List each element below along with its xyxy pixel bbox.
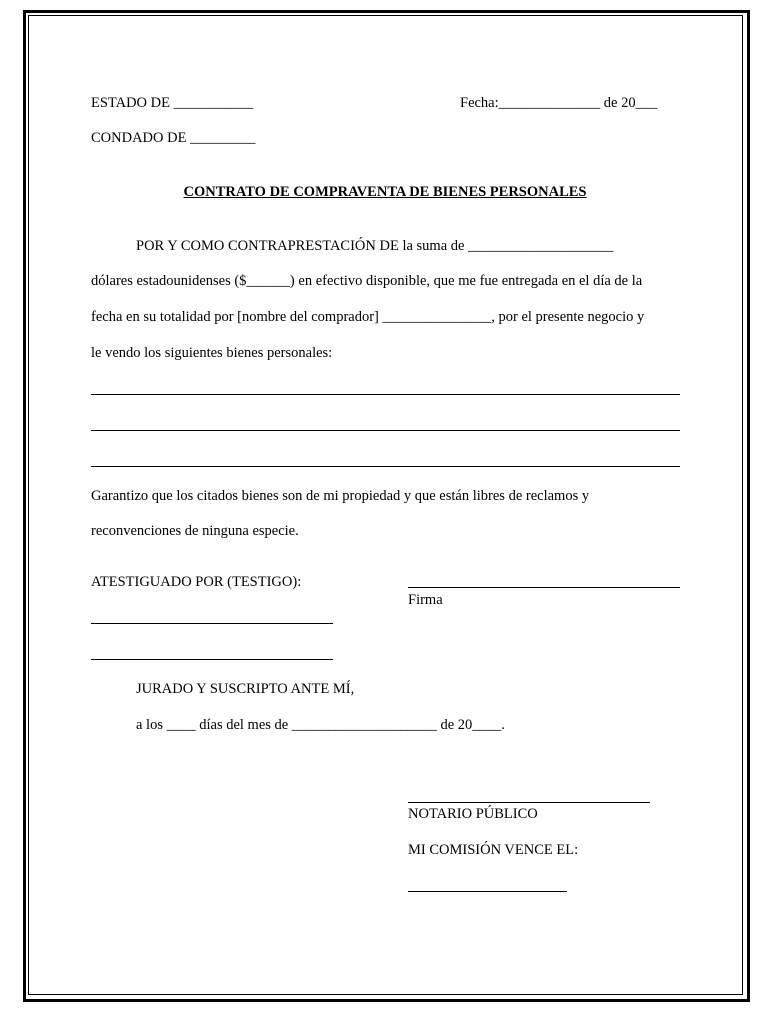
witness-signature-line: [91, 623, 333, 624]
estado-field: ESTADO DE ___________: [91, 95, 254, 111]
document-title: CONTRATO DE COMPRAVENTA DE BIENES PERSONALES: [183, 184, 587, 200]
guarantee-line-2: reconvenciones de ninguna especie.: [91, 523, 299, 539]
body-line-4: le vendo los siguientes bienes personales:: [91, 345, 333, 361]
commission-date-line: [408, 891, 567, 892]
body-line-2: dólares estadounidenses ($______) en efectivo disponible, que me fue entregada en el día de la: [91, 273, 643, 289]
signature-line: [408, 587, 680, 588]
fecha-field: Fecha:______________ de 20___: [460, 95, 658, 111]
body-line-3: fecha en su totalidad por [nombre del comprador] _______________, por el presente negocio y: [91, 309, 645, 325]
commission-label: MI COMISIÓN VENCE EL:: [408, 842, 579, 858]
body-line-1: POR Y COMO CONTRAPRESTACIÓN DE la suma de ____________________: [136, 238, 614, 254]
sworn-date-line: a los ____ días del mes de ____________________ de 20____.: [136, 717, 505, 733]
items-blank-line: [91, 394, 680, 395]
notary-label: NOTARIO PÚBLICO: [408, 806, 538, 822]
sworn-statement: JURADO Y SUSCRIPTO ANTE MÍ,: [136, 681, 355, 697]
guarantee-line-1: Garantizo que los citados bienes son de mi propiedad y que están libres de reclamos y: [91, 488, 590, 504]
items-blank-line: [91, 466, 680, 467]
items-blank-line: [91, 430, 680, 431]
firma-label: Firma: [408, 592, 443, 608]
page-border-inner: [28, 15, 743, 995]
notary-signature-line: [408, 802, 650, 803]
condado-field: CONDADO DE _________: [91, 130, 256, 146]
witness-label: ATESTIGUADO POR (TESTIGO):: [91, 574, 302, 590]
witness-signature-line: [91, 659, 333, 660]
